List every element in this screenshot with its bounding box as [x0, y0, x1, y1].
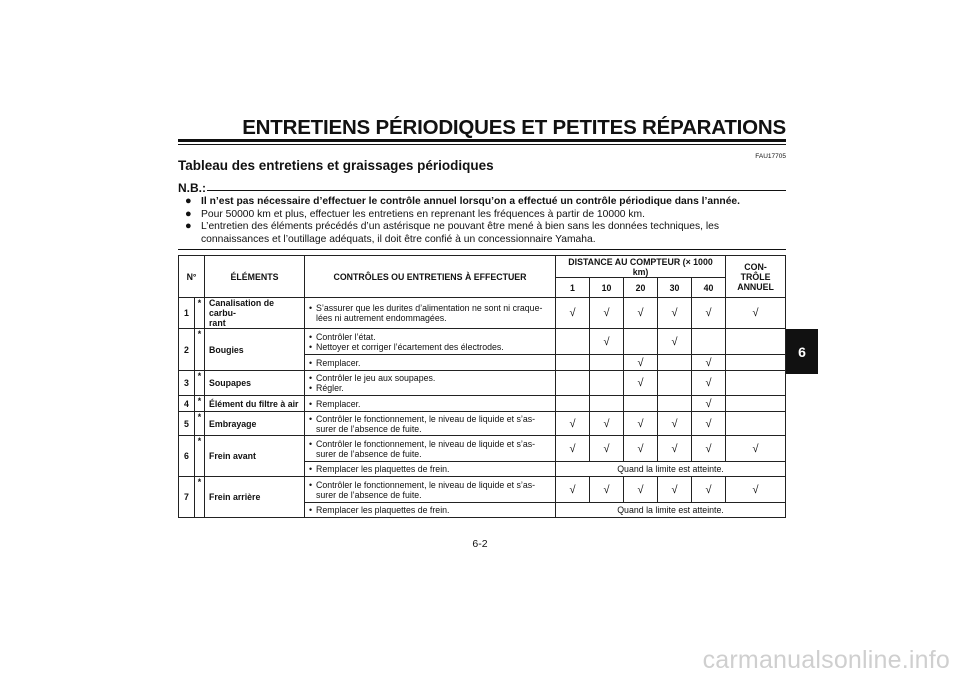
- asterisk-mark: *: [195, 436, 205, 477]
- table-row: [179, 436, 786, 462]
- table-row: [179, 396, 786, 412]
- asterisk-mark: *: [195, 477, 205, 518]
- tick-mark: √: [590, 477, 624, 503]
- chapter-tab: 6: [786, 329, 818, 374]
- row-number: 1: [179, 298, 195, 329]
- empty-cell: [726, 329, 786, 355]
- check-item: • Remplacer les plaquettes de frein.: [309, 464, 551, 474]
- row-element: Bougies: [205, 329, 305, 371]
- header-no: N°: [179, 256, 205, 298]
- row-element: Élément du filtre à air: [205, 396, 305, 412]
- note-text: Pour 50000 km et plus, effectuer les entretiens en reprenant les fréquences à partir de 10000 km.: [201, 208, 645, 220]
- empty-cell: [556, 329, 590, 355]
- note-item: [185, 209, 787, 222]
- row-number: 5: [179, 412, 195, 436]
- row-element: Canalisation de carbu- rant: [205, 298, 305, 329]
- title-rule-thin: [178, 144, 786, 145]
- page-number: 6-2: [472, 538, 488, 550]
- tick-mark: √: [590, 412, 624, 436]
- row-check: [305, 396, 556, 412]
- note-text: Il n’est pas nécessaire d’effectuer le contrôle annuel lorsqu’on a effectué un contrôle périodique dans l’année.: [201, 196, 741, 207]
- header-km: 10: [590, 278, 624, 298]
- check-item: • Remplacer.: [309, 358, 551, 368]
- empty-cell: [658, 371, 692, 396]
- table-top-rule: [178, 249, 786, 250]
- header-km: 30: [658, 278, 692, 298]
- tick-mark: √: [590, 436, 624, 462]
- tick-mark: √: [556, 477, 590, 503]
- tick-mark: √: [624, 436, 658, 462]
- table-row: [179, 329, 786, 355]
- tick-mark: √: [590, 298, 624, 329]
- tick-mark: √: [692, 355, 726, 371]
- row-check: [305, 298, 556, 329]
- table-row: [179, 477, 786, 503]
- table-row: [179, 412, 786, 436]
- empty-cell: [624, 329, 658, 355]
- row-check: [305, 371, 556, 396]
- row-check: [305, 355, 556, 371]
- nb-label: N.B.:: [178, 181, 206, 195]
- section-title: Tableau des entretiens et graissages périodiques: [178, 158, 494, 173]
- empty-cell: [658, 355, 692, 371]
- header-km: 20: [624, 278, 658, 298]
- tick-mark: √: [624, 298, 658, 329]
- bullet-icon: ●: [185, 195, 192, 207]
- tick-mark: √: [624, 477, 658, 503]
- maintenance-table: [178, 255, 786, 518]
- tick-mark: √: [556, 298, 590, 329]
- tick-mark: √: [692, 298, 726, 329]
- tick-mark: √: [692, 412, 726, 436]
- empty-cell: [590, 355, 624, 371]
- header-elements: ÉLÉMENTS: [205, 256, 305, 298]
- row-number: 7: [179, 477, 195, 518]
- row-element: Embrayage: [205, 412, 305, 436]
- tick-mark: √: [658, 412, 692, 436]
- check-item: • S’assurer que les durites d’alimentation ne sont ni craque- lées ni autrement endommagées.: [309, 303, 551, 323]
- watermark: carmanualsonline.info: [702, 646, 950, 674]
- row-element: Frein arrière: [205, 477, 305, 518]
- row-number: 2: [179, 329, 195, 371]
- tick-mark: √: [726, 298, 786, 329]
- empty-cell: [556, 371, 590, 396]
- empty-cell: [556, 355, 590, 371]
- check-item: • Contrôler l’état.: [309, 332, 551, 342]
- tick-mark: √: [658, 436, 692, 462]
- notes-list: [185, 196, 787, 246]
- row-check: [305, 462, 556, 477]
- row-check: [305, 329, 556, 355]
- row-number: 6: [179, 436, 195, 477]
- empty-cell: [590, 396, 624, 412]
- header-annual: CON- TRÔLE ANNUEL: [726, 256, 786, 298]
- tick-mark: √: [692, 396, 726, 412]
- tick-mark: √: [658, 298, 692, 329]
- tick-mark: √: [726, 477, 786, 503]
- empty-cell: [624, 396, 658, 412]
- tick-mark: √: [556, 436, 590, 462]
- limit-note: Quand la limite est atteinte.: [556, 503, 786, 518]
- tick-mark: √: [726, 436, 786, 462]
- page-title: ENTRETIENS PÉRIODIQUES ET PETITES RÉPARATIONS: [242, 116, 786, 139]
- table-row: [179, 298, 786, 329]
- asterisk-mark: *: [195, 396, 205, 412]
- tick-mark: √: [692, 436, 726, 462]
- asterisk-mark: *: [195, 298, 205, 329]
- table-row: [179, 371, 786, 396]
- empty-cell: [590, 371, 624, 396]
- row-check: [305, 477, 556, 503]
- header-checks: CONTRÔLES OU ENTRETIENS À EFFECTUER: [305, 256, 556, 298]
- empty-cell: [726, 371, 786, 396]
- empty-cell: [692, 329, 726, 355]
- tick-mark: √: [658, 329, 692, 355]
- check-item: • Contrôler le jeu aux soupapes.: [309, 373, 551, 383]
- check-item: • Remplacer les plaquettes de frein.: [309, 505, 551, 515]
- note-item: [185, 196, 787, 209]
- tick-mark: √: [624, 371, 658, 396]
- check-item: • Contrôler le fonctionnement, le niveau de liquide et s’as- surer de l’absence de fuite.: [309, 439, 551, 459]
- empty-cell: [658, 396, 692, 412]
- row-check: [305, 503, 556, 518]
- asterisk-mark: *: [195, 371, 205, 396]
- header-km: 1: [556, 278, 590, 298]
- empty-cell: [726, 396, 786, 412]
- header-distance: DISTANCE AU COMPTEUR (× 1000 km): [556, 256, 726, 278]
- tick-mark: √: [692, 371, 726, 396]
- row-check: [305, 412, 556, 436]
- title-rule: [178, 139, 786, 142]
- tick-mark: √: [624, 355, 658, 371]
- row-number: 3: [179, 371, 195, 396]
- reference-code: FAU17705: [755, 153, 786, 160]
- table-header-row: [179, 256, 786, 278]
- tick-mark: √: [692, 477, 726, 503]
- empty-cell: [726, 412, 786, 436]
- row-check: [305, 436, 556, 462]
- note-item: [185, 221, 787, 246]
- asterisk-mark: *: [195, 329, 205, 371]
- empty-cell: [556, 396, 590, 412]
- asterisk-mark: *: [195, 412, 205, 436]
- row-element: Frein avant: [205, 436, 305, 477]
- nb-rule: [207, 190, 786, 191]
- tick-mark: √: [658, 477, 692, 503]
- row-number: 4: [179, 396, 195, 412]
- check-item: • Remplacer.: [309, 399, 551, 409]
- header-km: 40: [692, 278, 726, 298]
- tick-mark: √: [624, 412, 658, 436]
- tick-mark: √: [590, 329, 624, 355]
- tick-mark: √: [556, 412, 590, 436]
- bullet-icon: ●: [185, 220, 192, 232]
- empty-cell: [726, 355, 786, 371]
- bullet-icon: ●: [185, 207, 192, 220]
- note-text: L’entretien des éléments précédés d’un astérisque ne pouvant être mené à bien sans les données techniques, les connaissances et l’outillage adéquats, il doit être confié à un concessionnaire Yamaha.: [201, 221, 720, 245]
- check-item: • Nettoyer et corriger l’écartement des électrodes.: [309, 342, 551, 352]
- check-item: • Régler.: [309, 383, 551, 393]
- check-item: • Contrôler le fonctionnement, le niveau de liquide et s’as- surer de l’absence de fuite.: [309, 414, 551, 434]
- row-element: Soupapes: [205, 371, 305, 396]
- limit-note: Quand la limite est atteinte.: [556, 462, 786, 477]
- check-item: • Contrôler le fonctionnement, le niveau de liquide et s’as- surer de l’absence de fuite.: [309, 480, 551, 500]
